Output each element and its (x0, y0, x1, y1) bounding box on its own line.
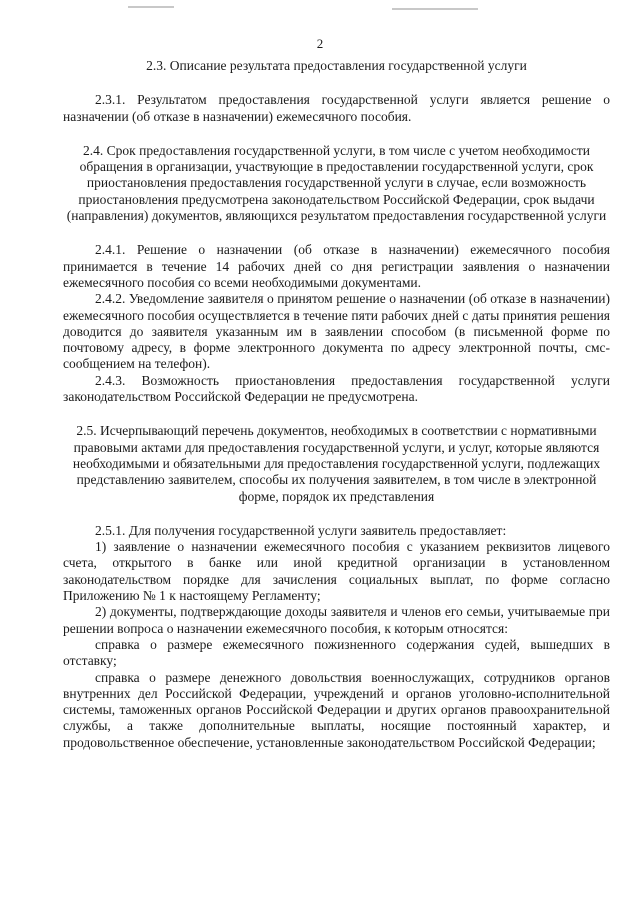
paragraph: 1) заявление о назначении ежемесячного пособия с указанием реквизитов лицевого счета, открытого в банке или иной кредитной организации в установленном законодательством порядке для зачисления социальных выплат, по форме согласно Приложению № 1 к настоящему Регламенту; (63, 539, 610, 604)
paragraph: 2.4.2. Уведомление заявителя о принятом решение о назначении (об отказе в назначении) ежемесячного пособия осуществляется в течение пяти рабочих дней с даты принятия решения доводится до заявителя указанным им в заявлении способом (в письменной форме по почтовому адресу, в форме электронного документа по адресу электронной почты, смс-сообщением на телефон). (63, 291, 610, 372)
paragraph: 2.4.1. Решение о назначении (об отказе в назначении) ежемесячного пособия принимается в течение 14 рабочих дней со дня регистрации заявления о назначении ежемесячного пособия со всеми необходимыми документами. (63, 242, 610, 290)
section-heading: 2.4. Срок предоставления государственной услуги, в том числе с учетом необходимости обращения в организации, участвующие в предоставлении государственной услуги, срок приостановления предоставления государственной услуги в случае, если возможность приостановления предусмотрена законодательством Российской Федерации, срок выдачи (направления) документов, являющихся результатом предоставления государственной услуги (66, 142, 607, 224)
spacer (63, 505, 610, 523)
spacer (63, 74, 610, 92)
spacer (63, 405, 610, 423)
spacer (63, 224, 610, 242)
paragraph: 2) документы, подтверждающие доходы заявителя и членов его семьи, учитываемые при решении вопроса о назначении ежемесячного пособия, к которым относятся: (63, 604, 610, 636)
document-body (63, 58, 610, 751)
scan-artifact-left (128, 6, 174, 8)
page-number: 2 (316, 36, 324, 51)
paragraph: справка о размере ежемесячного пожизненного содержания судей, вышедших в отставку; (63, 636, 610, 669)
paragraph: 2.4.3. Возможность приостановления предоставления государственной услуги законодательством Российской Федерации не предусмотрена. (63, 372, 610, 405)
paragraph: 2.5.1. Для получения государственной услуги заявитель предоставляет: (95, 522, 507, 538)
spacer (63, 125, 610, 143)
section-heading: 2.3. Описание результата предоставления государственной услуги (146, 58, 527, 73)
section-heading: 2.5. Исчерпывающий перечень документов, необходимых в соответствии с нормативными правовыми актами для предоставления государственной услуги, и услуг, которые являются необходимыми и обязательными для предоставления государственной услуги, подлежащих представлению заявителем, способы их получения заявителем, в том числе в электронной форме, порядок их представления (72, 423, 601, 504)
scan-artifact-right (392, 8, 478, 10)
paragraph: 2.3.1. Результатом предоставления государственной услуги является решение о назначении (об отказе в назначении) ежемесячного пособия. (63, 92, 610, 124)
paragraph: справка о размере денежного довольствия военнослужащих, сотрудников органов внутренних дел Российской Федерации, учреждений и органов уголовно-исполнительной системы, таможенных органов Российской Федерации и других органов правоохранительной службы, а также дополнительные выплаты, носящие постоянный характер, и продовольственное обеспечение, установленные законодательством Российской Федерации; (63, 669, 610, 750)
